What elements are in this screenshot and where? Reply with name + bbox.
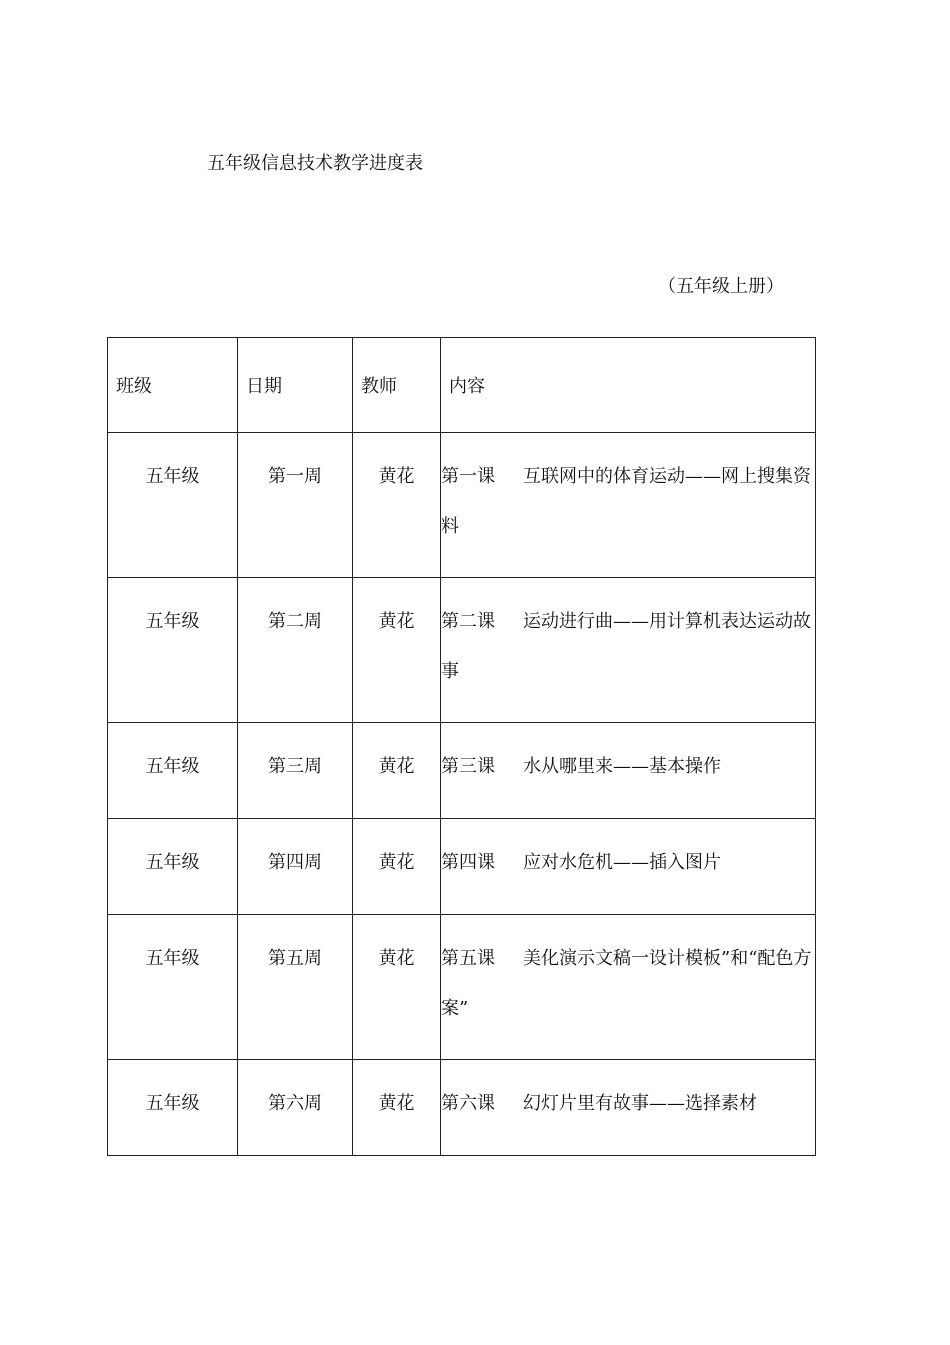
cell-date: 第三周 — [238, 723, 353, 819]
cell-content — [441, 915, 816, 1060]
cell-date: 第二周 — [238, 578, 353, 723]
cell-date: 第六周 — [238, 1060, 353, 1156]
lesson-topic: 美化演示文稿一设计模板”和“配色方案” — [441, 948, 812, 1019]
table-row — [108, 915, 816, 1060]
cell-content — [441, 819, 816, 915]
lesson-topic: 运动进行曲——用计算机表达运动故事 — [441, 611, 811, 682]
lesson-topic: 幻灯片里有故事——选择素材 — [523, 1093, 757, 1114]
lesson-number: 第一课 — [441, 466, 495, 487]
cell-teacher: 黄花 — [353, 723, 441, 819]
table-row — [108, 433, 816, 578]
cell-content — [441, 723, 816, 819]
document-title: 五年级信息技术教学进度表 — [207, 153, 423, 174]
document-subtitle: （五年级上册） — [658, 276, 784, 297]
table-row — [108, 723, 816, 819]
header-teacher: 教师 — [353, 338, 441, 433]
cell-class: 五年级 — [108, 819, 238, 915]
lesson-number: 第六课 — [441, 1093, 495, 1114]
cell-class: 五年级 — [108, 915, 238, 1060]
cell-teacher: 黄花 — [353, 433, 441, 578]
cell-class: 五年级 — [108, 1060, 238, 1156]
lesson-topic: 互联网中的体育运动——网上搜集资料 — [441, 466, 811, 537]
lesson-number: 第四课 — [441, 852, 495, 873]
cell-teacher: 黄花 — [353, 915, 441, 1060]
cell-content — [441, 578, 816, 723]
cell-content — [441, 433, 816, 578]
lesson-topic: 水从哪里来——基本操作 — [523, 756, 721, 777]
lesson-number: 第三课 — [441, 756, 495, 777]
header-content: 内容 — [441, 338, 816, 433]
table-row — [108, 1060, 816, 1156]
lesson-number: 第五课 — [441, 948, 495, 969]
header-class: 班级 — [108, 338, 238, 433]
schedule-table — [107, 337, 816, 1156]
cell-teacher: 黄花 — [353, 819, 441, 915]
table-row — [108, 819, 816, 915]
cell-class: 五年级 — [108, 723, 238, 819]
cell-teacher: 黄花 — [353, 578, 441, 723]
cell-date: 第五周 — [238, 915, 353, 1060]
cell-date: 第一周 — [238, 433, 353, 578]
table-row — [108, 578, 816, 723]
lesson-topic: 应对水危机——插入图片 — [523, 852, 721, 873]
header-date: 日期 — [238, 338, 353, 433]
lesson-number: 第二课 — [441, 611, 495, 632]
cell-teacher: 黄花 — [353, 1060, 441, 1156]
cell-class: 五年级 — [108, 578, 238, 723]
cell-content — [441, 1060, 816, 1156]
table-header-row — [108, 338, 816, 433]
cell-class: 五年级 — [108, 433, 238, 578]
cell-date: 第四周 — [238, 819, 353, 915]
